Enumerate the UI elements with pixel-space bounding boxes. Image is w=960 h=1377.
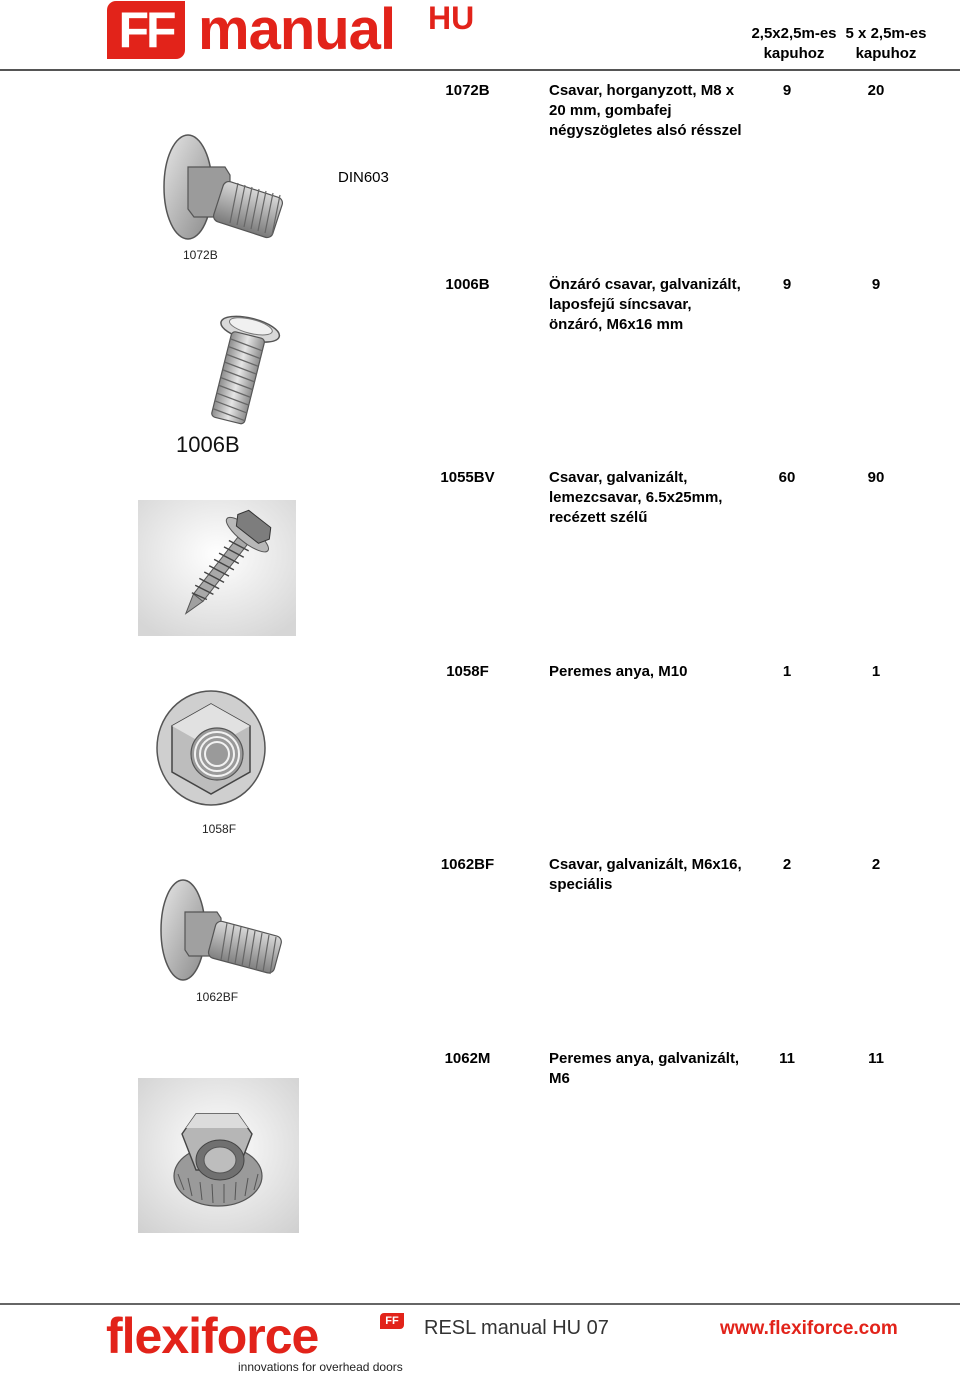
part-code: 1055BV <box>440 469 495 486</box>
quantity-small-door: 11 <box>779 1050 795 1067</box>
quantity-small-door: 60 <box>778 469 796 486</box>
part-code: 1006B <box>445 276 490 293</box>
ff-logo-badge: FF <box>107 1 185 59</box>
special-bolt-icon <box>155 876 295 986</box>
quantity-small-door: 9 <box>782 276 792 293</box>
quantity-large-door: 20 <box>867 82 885 99</box>
quantity-large-door: 2 <box>871 856 881 873</box>
quantity-large-door: 90 <box>867 469 885 486</box>
manual-title: manual <box>198 0 396 62</box>
part-description: Önzáró csavar, galvanizált, laposfejű síncsavar, önzáró, M6x16 mm <box>549 276 741 333</box>
header-divider <box>0 69 960 71</box>
quantity-small-door: 9 <box>782 82 792 99</box>
standard-note: DIN603 <box>338 169 389 186</box>
part-code: 1058F <box>446 663 489 680</box>
quantity-small-door: 2 <box>782 856 792 873</box>
page-header <box>0 0 960 70</box>
self-tapping-screw-icon <box>138 500 296 636</box>
brand-tagline: innovations for overhead doors <box>238 1360 403 1374</box>
language-code: HU <box>428 0 475 36</box>
image-caption: 1062BF <box>196 990 239 1004</box>
serrated-flange-nut-icon <box>138 1078 299 1233</box>
quantity-small-door: 1 <box>782 663 792 680</box>
image-caption: 1006B <box>176 432 240 457</box>
part-description: Csavar, horganyzott, M8 x 20 mm, gombafej négyszögletes alsó résszel <box>549 82 742 139</box>
part-description: Csavar, galvanizált, lemezcsavar, 6.5x25mm, recézett szélű <box>549 469 723 526</box>
image-caption: 1072B <box>183 248 218 262</box>
part-code: 1062BF <box>440 856 495 873</box>
part-code: 1062M <box>444 1050 491 1067</box>
quantity-large-door: 11 <box>868 1050 884 1067</box>
quantity-large-door: 9 <box>871 276 881 293</box>
quantity-large-door: 1 <box>871 663 881 680</box>
image-caption: 1058F <box>202 822 237 836</box>
manual-reference: RESL manual HU 07 <box>424 1317 609 1339</box>
website-link[interactable]: www.flexiforce.com <box>720 1318 898 1339</box>
ff-logo-mini-badge: FF <box>380 1313 404 1329</box>
column-header-small-door: 2,5x2,5m-es kapuhoz <box>751 25 837 62</box>
flange-nut-icon <box>155 688 273 810</box>
carriage-bolt-icon <box>150 125 300 250</box>
part-code: 1072B <box>445 82 490 99</box>
part-description: Peremes anya, galvanizált, M6 <box>549 1050 740 1087</box>
page-footer <box>0 1305 960 1377</box>
part-description: Csavar, galvanizált, M6x16, speciális <box>549 856 742 893</box>
track-bolt-icon <box>190 310 290 430</box>
column-header-large-door: 5 x 2,5m-es kapuhoz <box>845 25 927 62</box>
part-description: Peremes anya, M10 <box>549 663 688 680</box>
flexiforce-logo: flexiforce <box>106 1308 319 1364</box>
